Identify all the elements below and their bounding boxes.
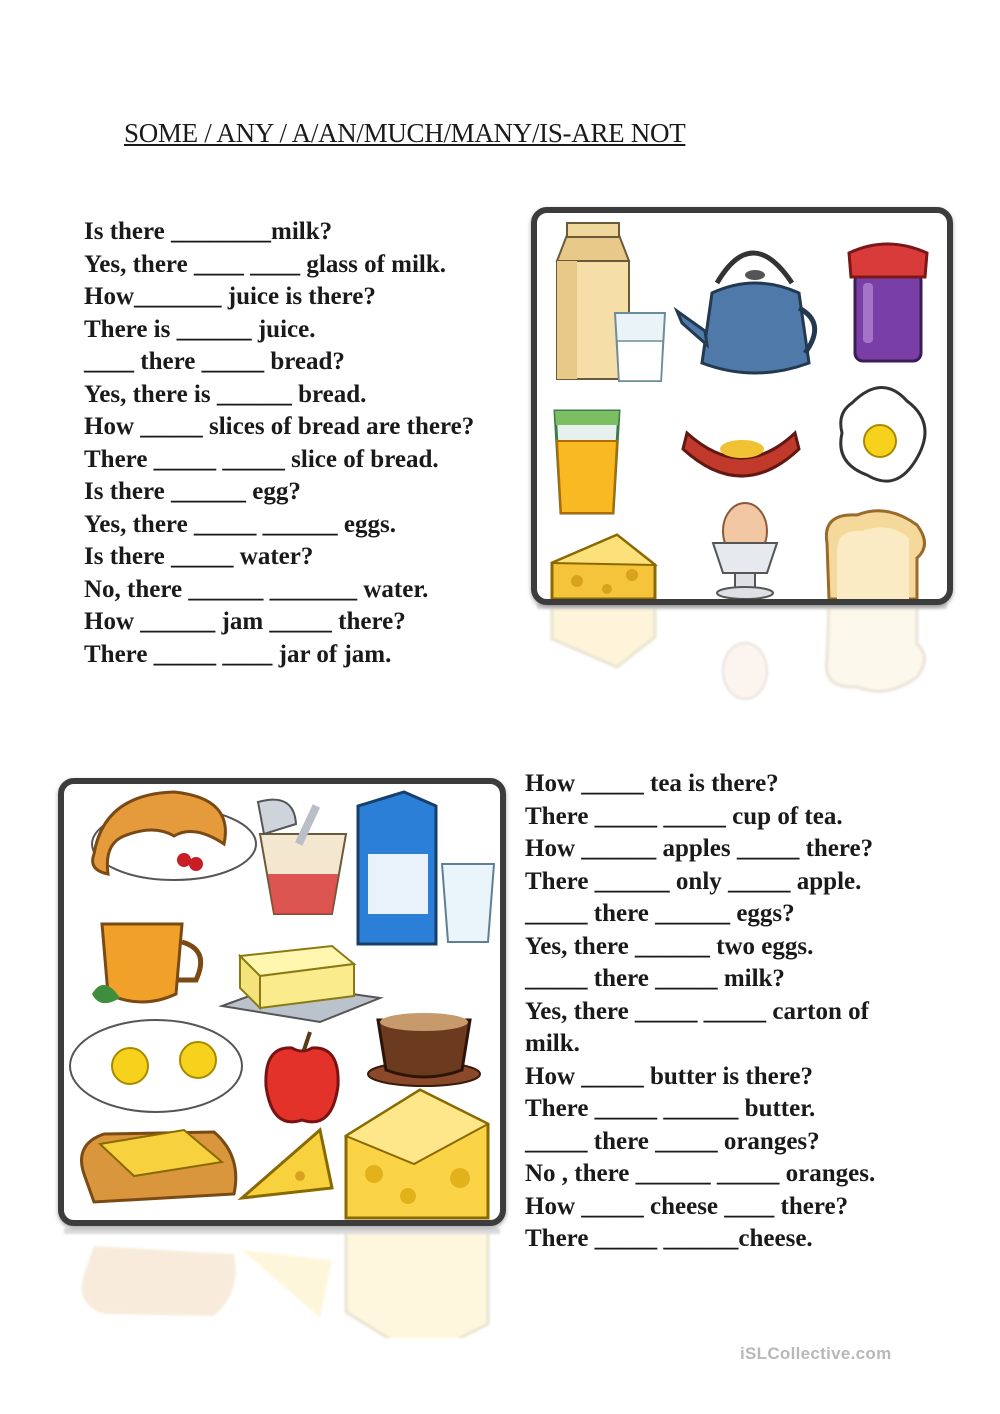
milk-carton-icon [358,792,436,944]
coffee-cup-icon [368,1013,480,1086]
exercise-top-line: How ______ jam _____ there? [84,608,406,635]
exercise-bottom-line: Yes, there _____ _____ carton of [525,997,869,1025]
glass-of-milk-icon [615,313,665,381]
butter-icon [222,946,380,1022]
exercise-top-line: There _____ ____ jar of jam. [84,640,392,668]
exercise-top-line: There _____ _____ slice of bread. [84,445,439,473]
cheese-block-icon [346,1090,488,1218]
exercise-top-line: How _____ slices of bread are there? [84,413,475,440]
exercise-bottom-line: _____ there _____ oranges? [525,1127,820,1155]
yogurt-icon [258,800,346,914]
breakfast-picture-top [531,207,953,605]
exercise-bottom-line: How _____ tea is there? [525,770,779,797]
fried-egg-icon [841,387,925,481]
exercise-top-line: Is there _____ water? [84,543,314,570]
exercise-top-line: How_______ juice is there? [84,283,376,310]
exercise-top-line: There is ______ juice. [84,315,316,343]
exercise-bottom-line: _____ there _____ milk? [525,965,785,992]
picture-reflection-bottom [58,1228,506,1338]
exercise-bottom-line: There ______ only _____ apple. [525,867,862,895]
exercise-bottom-line: No , there ______ _____ oranges. [525,1160,876,1187]
exercise-bottom-line: How ______ apples _____ there? [525,835,874,862]
exercise-bottom-line: There _____ _____ cup of tea. [525,802,843,830]
exercise-bottom-line: How _____ butter is there? [525,1062,813,1090]
exercise-bottom-line: There _____ ______cheese. [525,1225,813,1252]
boiled-egg-icon [713,503,777,599]
croissant-icon [92,792,256,880]
picture-reflection-top [531,603,953,713]
cheese-wedge-icon [242,1130,332,1198]
exercise-top-line: Yes, there ____ ____ glass of milk. [84,250,447,278]
tea-cup-icon [92,924,201,1003]
glass-of-juice-icon [555,411,619,513]
exercise-top [84,216,474,671]
exercise-bottom-line: milk. [525,1030,580,1057]
exercise-top-line: ____ there _____ bread? [84,348,345,375]
exercise-bottom-line: _____ there ______ eggs? [525,900,795,927]
exercise-top-line: Is there ______ egg? [84,478,301,505]
cheese-toast-icon [82,1130,236,1202]
apple-icon [266,1032,338,1122]
cheese-icon [552,535,655,599]
exercise-top-line: No, there ______ _______ water. [84,575,429,603]
exercise-bottom-line: Yes, there ______ two eggs. [525,932,814,960]
site-credit: iSLCollective.com [740,1344,892,1363]
worksheet-title: SOME / ANY / A/AN/MUCH/MANY/IS-ARE NOT [124,118,686,148]
exercise-bottom [525,768,875,1256]
exercise-top-line: Is there ________milk? [84,218,333,245]
glass-of-water-icon [442,864,494,942]
jam-jar-icon [849,244,927,361]
exercise-bottom-line: There _____ ______ butter. [525,1095,816,1122]
sausage-icon [683,433,799,476]
fried-eggs-icon [70,1020,242,1112]
exercise-bottom-line: How _____ cheese ____ there? [525,1192,849,1220]
exercise-top-line: Yes, there is ______ bread. [84,380,367,408]
exercise-top-line: Yes, there _____ ______ eggs. [84,510,396,538]
bread-slice-icon [826,511,924,599]
breakfast-picture-bottom [58,778,506,1226]
kettle-icon [677,253,815,373]
